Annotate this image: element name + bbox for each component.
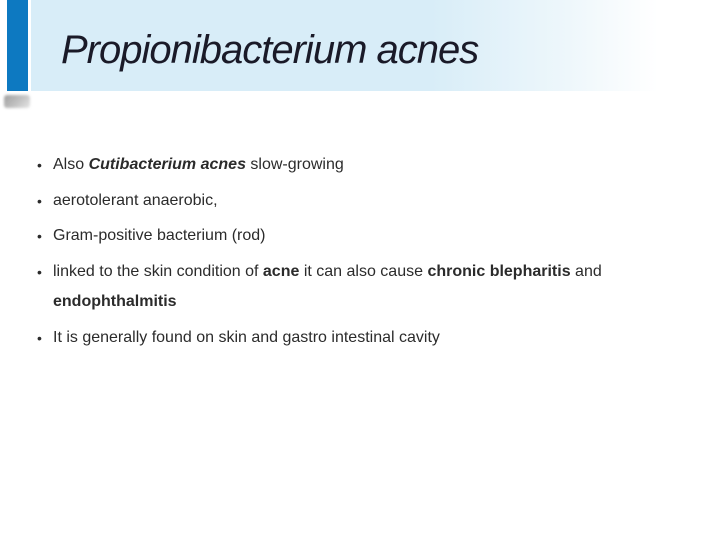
bullet-item	[37, 221, 700, 252]
bullet-marker: •	[37, 329, 42, 346]
bullet-marker: •	[37, 263, 42, 280]
bullet-item	[37, 323, 700, 354]
bullet-text: Also Cutibacterium acnes slow-growing	[53, 156, 344, 173]
title-banner	[31, 0, 720, 91]
bullet-text: Gram-positive bacterium (rod)	[53, 227, 266, 244]
bullet-text: aerotolerant anaerobic,	[53, 191, 218, 209]
accent-bar-shadow	[4, 95, 30, 108]
slide-title: Propionibacterium acnes	[61, 28, 479, 72]
bullet-item	[37, 257, 700, 318]
bullet-text: linked to the skin condition of acne it can also cause chronic blepharitis and endophthalmitis	[53, 262, 602, 310]
bullet-item	[37, 186, 700, 217]
title-accent-bar	[7, 0, 28, 91]
bullet-marker: •	[37, 192, 42, 209]
bullet-marker: •	[37, 157, 42, 173]
bullet-item	[37, 150, 700, 181]
bullet-list	[37, 150, 700, 358]
bullet-text: It is generally found on skin and gastro intestinal cavity	[53, 328, 440, 346]
bullet-marker: •	[37, 228, 42, 244]
